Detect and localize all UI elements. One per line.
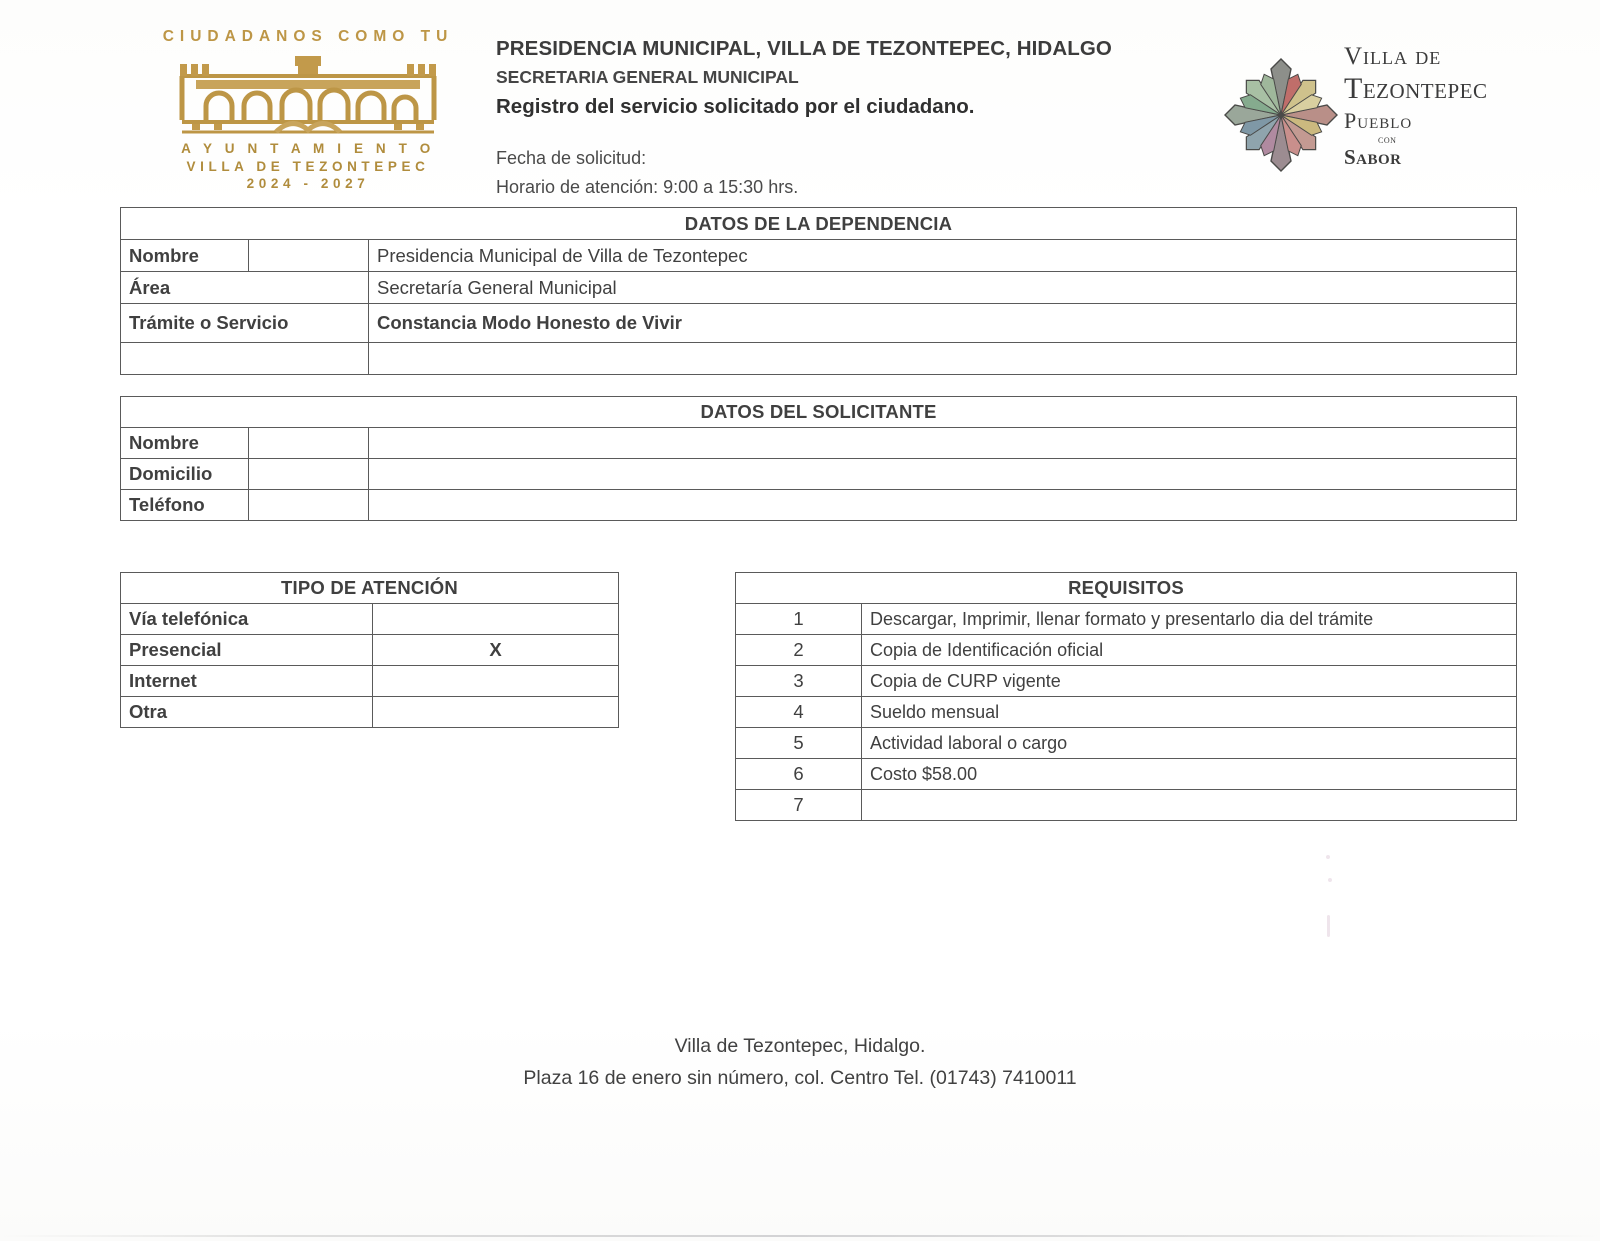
- requisito-number: 1: [736, 604, 862, 635]
- requisito-text[interactable]: [862, 790, 1517, 821]
- atencion-label-otra: Otra: [121, 697, 373, 728]
- atencion-mark-otra[interactable]: [373, 697, 619, 728]
- solicitante-value-domicilio[interactable]: [369, 459, 1517, 490]
- requisito-text[interactable]: Actividad laboral o cargo: [862, 728, 1517, 759]
- dependencia-label-tramite: Trámite o Servicio: [121, 304, 369, 343]
- requisito-number: 2: [736, 635, 862, 666]
- scan-speck: [1327, 915, 1330, 937]
- atencion-mark-internet[interactable]: [373, 666, 619, 697]
- table-header-row: [121, 573, 619, 604]
- footer-address: Plaza 16 de enero sin número, col. Centro Tel. (01743) 7410011: [523, 1067, 1077, 1089]
- table-header-row: [121, 397, 1517, 428]
- brand-line-con: con: [1378, 134, 1397, 146]
- datos-solicitante-table: [120, 396, 1517, 521]
- dependencia-value-blank[interactable]: [369, 343, 1517, 375]
- solicitante-label-domicilio: Domicilio: [121, 459, 249, 490]
- requisito-number: 3: [736, 666, 862, 697]
- datos-dependencia-title: DATOS DE LA DEPENDENCIA: [121, 208, 1517, 240]
- villa-de-tezontepec-brand-logo: [1218, 40, 1498, 190]
- crest-ayuntamiento-line: A Y U N T A M I E N T O: [181, 141, 435, 156]
- table-header-row: [121, 208, 1517, 240]
- table-row: [121, 635, 619, 666]
- table-row: [736, 604, 1517, 635]
- solicitante-mid-telefono[interactable]: [249, 490, 369, 521]
- requisito-text[interactable]: Sueldo mensual: [862, 697, 1517, 728]
- requisito-text[interactable]: Copia de CURP vigente: [862, 666, 1517, 697]
- table-row: [736, 635, 1517, 666]
- scan-edge: [0, 1235, 1600, 1237]
- requisito-number: 4: [736, 697, 862, 728]
- dependencia-value-tramite[interactable]: Constancia Modo Honesto de Vivir: [369, 304, 1517, 343]
- table-row: [121, 490, 1517, 521]
- table-row: [736, 790, 1517, 821]
- scan-speck: [1328, 878, 1332, 882]
- atencion-label-presencial: Presencial: [121, 635, 373, 666]
- solicitante-value-nombre[interactable]: [369, 428, 1517, 459]
- dependencia-value-nombre[interactable]: Presidencia Municipal de Villa de Tezontepec: [369, 240, 1517, 272]
- requisitos-table: [735, 572, 1517, 821]
- table-row: [121, 459, 1517, 490]
- table-row: [121, 272, 1517, 304]
- solicitante-label-telefono: Teléfono: [121, 490, 249, 521]
- solicitante-mid-domicilio[interactable]: [249, 459, 369, 490]
- brand-wordmark: [1344, 42, 1504, 169]
- atencion-label-via-telefonica: Vía telefónica: [121, 604, 373, 635]
- brand-line-villa-de: Villa de: [1344, 43, 1442, 70]
- table-row: [121, 666, 619, 697]
- crest-years: 2024 - 2027: [246, 176, 370, 191]
- requisito-number: 6: [736, 759, 862, 790]
- solicitante-value-telefono[interactable]: [369, 490, 1517, 521]
- solicitante-label-nombre: Nombre: [121, 428, 249, 459]
- requisito-text[interactable]: Copia de Identificación oficial: [862, 635, 1517, 666]
- table-row: [121, 343, 1517, 375]
- header-title-registro: Registro del servicio solicitado por el ciudadano.: [496, 95, 975, 118]
- table-row: [121, 697, 619, 728]
- header-title-secretaria: SECRETARIA GENERAL MUNICIPAL: [496, 67, 799, 87]
- tipo-de-atencion-table: [120, 572, 619, 728]
- fecha-de-solicitud-label: Fecha de solicitud:: [496, 148, 647, 168]
- dependencia-label-blank: [121, 343, 369, 375]
- star-flower-icon: [1222, 56, 1340, 174]
- crest-motto: CIUDADANOS COMO TU: [162, 28, 454, 45]
- solicitante-mid-nombre[interactable]: [249, 428, 369, 459]
- atencion-mark-via-telefonica[interactable]: [373, 604, 619, 635]
- table-row: [736, 759, 1517, 790]
- document-footer: [0, 1030, 1600, 1094]
- municipal-crest-logo: [148, 28, 468, 191]
- crest-villa-line: VILLA DE TEZONTEPEC: [186, 159, 430, 174]
- header-title-presidencia: PRESIDENCIA MUNICIPAL, VILLA DE TEZONTEPEC, HIDALGO: [496, 37, 1112, 60]
- table-row: [121, 428, 1517, 459]
- brand-line-tezontepec: Tezontepec: [1344, 72, 1488, 105]
- datos-dependencia-table: [120, 207, 1517, 375]
- crest-building-icon: [158, 50, 458, 138]
- atencion-label-internet: Internet: [121, 666, 373, 697]
- table-row: [736, 666, 1517, 697]
- table-row: [736, 728, 1517, 759]
- dependencia-label-nombre: Nombre: [121, 240, 249, 272]
- header-title-block: [496, 34, 1196, 202]
- requisito-number: 5: [736, 728, 862, 759]
- brand-line-sabor: Sabor: [1344, 145, 1402, 169]
- table-row: [121, 304, 1517, 343]
- table-row: [121, 604, 619, 635]
- document-header: [0, 0, 1600, 205]
- table-row: [121, 240, 1517, 272]
- dependencia-mid-nombre[interactable]: [249, 240, 369, 272]
- table-header-row: [736, 573, 1517, 604]
- brand-line-pueblo: Pueblo: [1344, 108, 1413, 133]
- scan-speck: [1326, 855, 1330, 859]
- requisito-text[interactable]: Costo $58.00: [862, 759, 1517, 790]
- datos-solicitante-title: DATOS DEL SOLICITANTE: [121, 397, 1517, 428]
- dependencia-label-area: Área: [121, 272, 369, 304]
- tipo-atencion-title: TIPO DE ATENCIÓN: [121, 573, 619, 604]
- requisitos-title: REQUISITOS: [736, 573, 1517, 604]
- horario-de-atencion-label: Horario de atención: 9:00 a 15:30 hrs.: [496, 177, 799, 197]
- table-row: [736, 697, 1517, 728]
- dependencia-value-area[interactable]: Secretaría General Municipal: [369, 272, 1517, 304]
- atencion-mark-presencial[interactable]: X: [373, 635, 619, 666]
- requisito-text[interactable]: Descargar, Imprimir, llenar formato y presentarlo dia del trámite: [862, 604, 1517, 635]
- footer-location: Villa de Tezontepec, Hidalgo.: [674, 1035, 926, 1057]
- requisito-number: 7: [736, 790, 862, 821]
